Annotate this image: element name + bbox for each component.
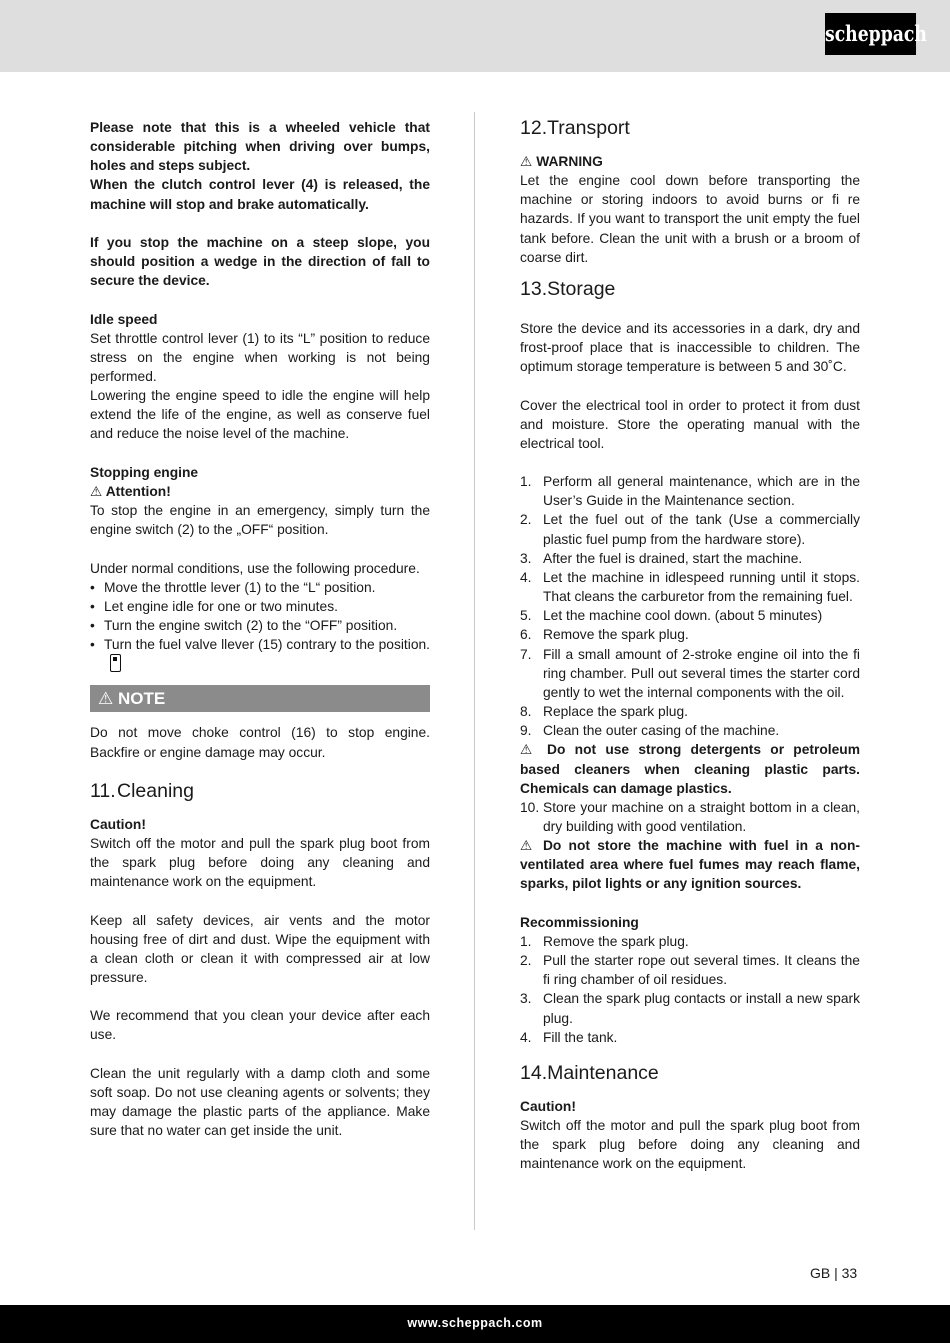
storage-heading: 13.Storage: [520, 277, 616, 300]
caution-label: Caution!: [520, 1098, 576, 1114]
cleaning-paragraph-1: Switch off the motor and pull the spark plug boot from the spark plug before doing any cleaning and maintenance work on the equipment.: [90, 835, 430, 890]
note-text: Do not move choke control (16) to stop engine. Backfire or engine damage may occur.: [90, 725, 430, 760]
idle-paragraph-2: Lowering the engine speed to idle the engine will help extend the life of the engine, as well as conserve fuel and reduce the noise level of the machine.: [90, 388, 430, 442]
list-item: 2. Let the fuel out of the tank (Use a commercially plastic fuel pump from the hardware store).: [520, 512, 860, 547]
list-item: 6. Remove the spark plug.: [520, 627, 689, 643]
fuel-storage-warning: ⚠ Do not store the machine with fuel in a non-ventilated area where fuel fumes may reach flame, sparks, pilot lights or any ignition sources.: [520, 838, 860, 892]
list-item: 5. Let the machine cool down. (about 5 minutes): [520, 608, 823, 624]
page-number: GB | 33: [810, 1265, 858, 1281]
maintenance-paragraph: Switch off the motor and pull the spark plug boot from the spark plug before doing any cleaning and maintenance work on the equipment.: [520, 1117, 860, 1172]
list-item: 3. After the fuel is drained, start the machine.: [520, 550, 803, 566]
list-item: 4. Let the machine in idlespeed running until it stops. That cleans the carburetor from the remaining fuel.: [520, 569, 860, 605]
storage-paragraph-1: Store the device and its accessories in a dark, dry and frost-proof place that is inaccessible to children. The optimum storage temperature is between 5 and 30˚C.: [520, 320, 860, 375]
list-item: 1. Remove the spark plug.: [520, 933, 689, 949]
list-item: • Turn the engine switch (2) to the “OFF” position.: [90, 618, 398, 633]
intro-paragraph-3: If you stop the machine on a steep slope, you should position a wedge in the direction of fall to secure the device.: [90, 234, 430, 289]
stopping-engine-heading: Stopping engine: [90, 464, 199, 480]
list-item: 2. Pull the starter rope out several times. It cleans the fi ring chamber of oil residues.: [520, 953, 860, 988]
brand-logo: scheppach: [825, 13, 916, 55]
note-banner: ⚠ NOTE: [90, 685, 430, 712]
list-item: 8. Replace the spark plug.: [520, 704, 688, 720]
transport-heading: 12.Transport: [520, 117, 630, 139]
warning-label: ⚠ WARNING: [520, 154, 603, 169]
list-item: 3. Clean the spark plug contacts or install a new spark plug.: [520, 991, 860, 1026]
attention-label: ⚠ Attention!: [90, 483, 171, 499]
list-item: 10. Store your machine on a straight bottom in a clean, dry building with good ventilation.: [520, 799, 860, 834]
cleaning-paragraph-4: Clean the unit regularly with a damp cloth and some soft soap. Do not use cleaning agents or solvents; they may damage the plastic parts of the appliance. Make sure that no water can get inside the unit.: [90, 1065, 430, 1139]
stop-paragraph-2: Under normal conditions, use the following procedure.: [90, 560, 420, 576]
storage-paragraph-2: Cover the electrical tool in order to protect it from dust and moisture. Store the operating manual with the electrical tool.: [520, 397, 860, 451]
transport-paragraph: Let the engine cool down before transporting the machine or storing indoors to avoid burns or fi re hazards. If you want to transport the unit empty the fuel tank before. Clean the unit with a brush or a broom of coarse dirt.: [520, 173, 860, 265]
recommissioning-heading: Recommissioning: [520, 914, 639, 930]
intro-paragraph-1: Please note that this is a wheeled vehicle that considerable pitching when driving over bumps, holes and steps subject.: [90, 120, 430, 174]
idle-speed-heading: Idle speed: [90, 311, 158, 327]
fuel-valve-icon: [110, 654, 121, 672]
footer-bar: [0, 1305, 950, 1343]
column-divider: [474, 112, 475, 1230]
footer-url[interactable]: www.scheppach.com: [407, 1316, 543, 1330]
cleaning-paragraph-2: Keep all safety devices, air vents and the motor housing free of dirt and dust. Wipe the equipment with a clean cloth or clean it with compressed air at low pressure.: [90, 912, 430, 986]
list-item: 1. Perform all general maintenance, which are in the User’s Guide in the Maintenance section.: [520, 474, 860, 509]
left-column: [90, 118, 430, 1140]
caution-label: Caution!: [90, 816, 146, 832]
stop-paragraph-1: To stop the engine in an emergency, simply turn the engine switch (2) to the „OFF“ position.: [90, 503, 430, 538]
list-item: 9. Clean the outer casing of the machine.: [520, 723, 780, 739]
list-item: • Move the throttle lever (1) to the “L“ position.: [90, 579, 376, 595]
idle-paragraph-1: Set throttle control lever (1) to its “L” position to reduce stress on the engine when working is not being performed.: [90, 330, 430, 384]
list-item: • Turn the fuel valve llever (15) contrary to the position.: [90, 635, 430, 673]
cleaning-heading: 11.Cleaning: [90, 779, 194, 802]
detergent-warning: ⚠ Do not use strong detergents or petroleum based cleaners when cleaning plastic parts. Chemicals can damage plastics.: [520, 742, 860, 796]
cleaning-paragraph-3: We recommend that you clean your device after each use.: [90, 1008, 430, 1043]
right-column: [520, 118, 860, 1173]
list-item: 7. Fill a small amount of 2-stroke engine oil into the fi ring chamber. Pull out several times the starter cord gently to wet the internal components with the oil.: [520, 646, 860, 700]
intro-paragraph-2: When the clutch control lever (4) is released, the machine will stop and brake automatically.: [90, 177, 430, 212]
maintenance-heading: 14.Maintenance: [520, 1061, 659, 1084]
list-item: • Let engine idle for one or two minutes.: [90, 598, 338, 614]
list-item: 4. Fill the tank.: [520, 1029, 618, 1045]
header-bar: [0, 0, 950, 72]
